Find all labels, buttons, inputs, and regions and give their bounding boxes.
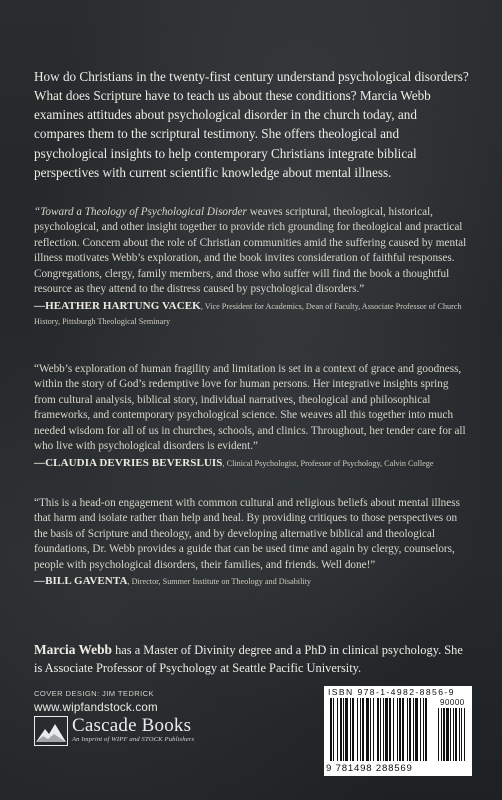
endorsement-1-role: , Vice President for Academics, Dean of Faculty, Associate Professor of Church History, Pittsburgh Theological Seminary <box>34 301 462 327</box>
barcode-bar <box>409 698 411 761</box>
endorsement-2-name: —CLAUDIA DEVRIES BEVERSLUIS <box>34 456 223 469</box>
barcode-bar <box>362 698 364 761</box>
publisher-website[interactable]: www.wipfandstock.com <box>34 701 158 714</box>
barcode-bar <box>407 698 408 761</box>
barcode-bar <box>373 698 374 761</box>
barcode-bar <box>389 698 391 761</box>
endorsement-3-body: “This is a head-on engagement with common cultural and religious beliefs about mental illness that harm and isolate rather than help and heal. By providing critiques to those perspectives on the basis of Scripture and theology, and by developing alternative biblical and theological foundations, Dr. Webb provides a guide that can be used time and again by clergy, counselors, people with psychological disorders, their families, and friends. Well done!” <box>34 497 460 571</box>
endorsement-1 <box>34 205 470 330</box>
barcode-bar <box>377 698 379 761</box>
endorsement-3 <box>34 496 470 590</box>
barcode-bar <box>423 698 424 761</box>
endorsement-3-name: —BILL GAVENTA <box>34 575 128 588</box>
isbn-label: ISBN 978-1-4982-8856-9 <box>328 687 455 697</box>
barcode-bar <box>397 698 398 761</box>
barcode-bar <box>330 698 332 761</box>
barcode-bar <box>366 698 369 761</box>
barcode-addon-bar <box>441 708 442 761</box>
barcode-addon-bar <box>450 708 451 761</box>
endorsement-2-role: , Clinical Psychologist, Professor of Psychology, Calvin College <box>222 458 434 468</box>
barcode-addon-bar <box>461 708 462 761</box>
barcode-bar <box>393 698 394 761</box>
barcode-bar <box>370 698 371 761</box>
description-text: How do Christians in the twenty-first century understand psychological disorders? What does Scripture have to teach us about these conditions? Marcia Webb examines attitudes about psychological disorder in the church today, and compares them to the scriptural testimony. She offers theological and psychological insights to help contemporary Christians integrate biblical perspectives with current scientific knowledge about mental illness. <box>34 69 469 180</box>
endorsement-1-body: weaves scriptural, theological, historical, psychological, and other insight together to provide rich grounding for theological and practical reflection. Concern about the role of Christian communities amid the suffering caused by mental illness motivates Webb’s exploration, and the book invites consideration of faithful responses. Congregations, clergy, family members, and those who suffer will find the book a thoughtful resource as they attend to the distress caused by psychological disorders.” <box>34 206 467 296</box>
barcode-bar <box>413 698 414 761</box>
barcode-addon-bar <box>443 708 445 761</box>
publisher-logo <box>34 716 234 748</box>
barcode-bar <box>357 698 358 761</box>
endorsement-2-quote <box>34 362 470 455</box>
publisher-tagline: An Imprint of WIPF and STOCK Publishers <box>72 736 195 743</box>
endorsement-2-attribution <box>34 456 470 471</box>
barcode-bar <box>333 698 334 761</box>
barcode-bar <box>385 698 388 761</box>
barcode-bar <box>399 698 401 761</box>
barcode-addon-bar <box>464 708 465 761</box>
barcode-addon-bar <box>459 708 460 761</box>
barcode-bar <box>350 698 351 761</box>
barcode-bar <box>415 698 418 761</box>
mountain-logo-icon <box>34 716 68 746</box>
barcode-bar <box>402 698 404 761</box>
barcode-bar <box>425 698 427 761</box>
barcode-bar <box>345 698 348 761</box>
barcode-addon-bar <box>438 708 439 761</box>
book-description <box>34 67 470 182</box>
barcode-addon-bar <box>453 708 454 761</box>
publisher-name: Cascade Books <box>72 715 192 736</box>
barcode-box <box>324 686 472 776</box>
endorsement-1-attribution <box>34 299 470 330</box>
barcode-bar <box>360 698 361 761</box>
barcode-addon-number: 90000 <box>440 698 465 707</box>
endorsement-2-body: “Webb’s exploration of human fragility and limitation is set in a context of grace and goodness, within the story of God’s redemptive love for human persons. Her integrative insights spring from cultural analysis, biblical story, individual narratives, theological and philosophical frameworks, and contemporary psychological science. She weaves all this together into much needed wisdom for all of us in churches, schools, and clinics. Throughout, her tender care for all who live with psychological disorders is evident.” <box>34 363 466 453</box>
barcode-bar <box>352 698 354 761</box>
endorsement-1-book-title: “Toward a Theology of Psychological Disorder <box>34 206 247 218</box>
cover-design-credit: COVER DESIGN: JIM TEDRICK <box>34 689 154 698</box>
endorsement-3-quote <box>34 496 470 573</box>
endorsement-1-name: —HEATHER HARTUNG VACEK <box>34 299 201 312</box>
barcode-digits: 9 781498 288569 <box>326 763 413 774</box>
barcode-addon-bar <box>455 708 457 761</box>
author-bio-text: has a Master of Divinity degree and a PhD in clinical psychology. She is Associate Professor of Psychology at Seattle Pacific University. <box>34 643 463 675</box>
endorsement-1-quote <box>34 205 470 298</box>
barcode-bar <box>420 698 421 761</box>
barcode-bar <box>383 698 384 761</box>
barcode-bar <box>337 698 338 761</box>
endorsement-3-role: , Director, Summer Institute on Theology and Disability <box>127 577 311 587</box>
endorsement-2 <box>34 362 470 471</box>
barcode-bar <box>343 698 344 761</box>
author-name: Marcia Webb <box>34 642 112 657</box>
endorsement-3-attribution <box>34 574 470 589</box>
barcode-addon-bar <box>446 708 449 761</box>
barcode-bar <box>340 698 342 761</box>
barcode-bar <box>380 698 381 761</box>
author-bio <box>34 641 470 677</box>
